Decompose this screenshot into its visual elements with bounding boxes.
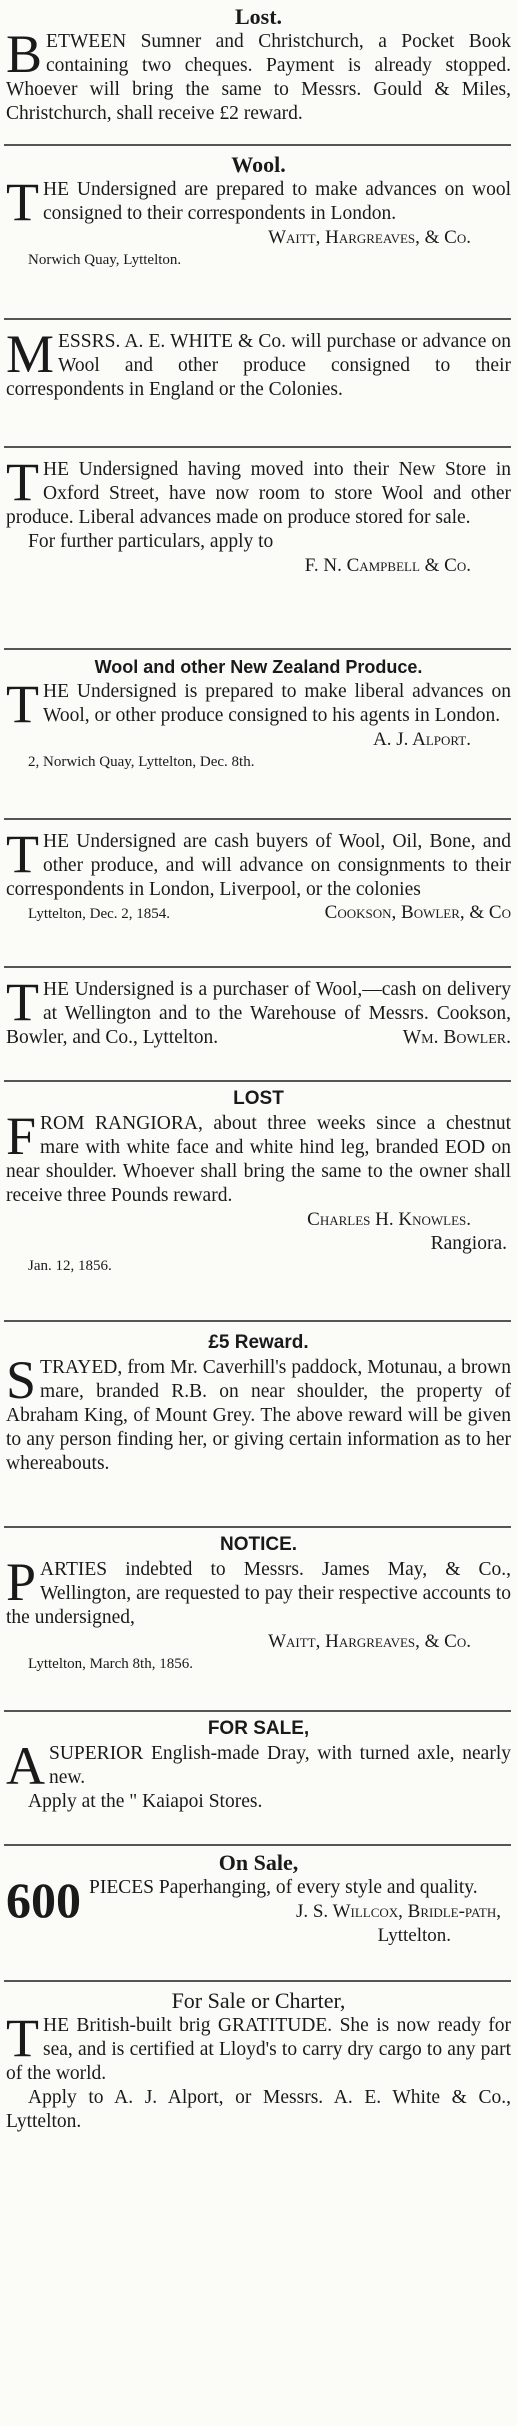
ad-sale-or-charter <box>6 1988 511 2134</box>
drop-cap: T <box>6 972 39 1032</box>
ad-heading: Wool. <box>231 152 286 177</box>
ad-body <box>6 452 511 530</box>
ad-text: ARTIES indebted to Messrs. James May, & Co., Wellington, are requested to pay their respective accounts to the undersigned, <box>6 1559 511 1628</box>
ad-signature: Cookson, Bowler, & Co <box>324 902 511 923</box>
ad-body <box>6 674 511 734</box>
ad-text: SUPERIOR English-made Dray, with turned axle, nearly new. <box>49 1743 511 1788</box>
drop-cap: M <box>6 324 55 384</box>
drop-cap: A <box>6 1736 45 1796</box>
ad-place: 2, Norwich Quay, Lyttelton, Dec. 8th. <box>28 754 255 770</box>
divider <box>4 1320 511 1322</box>
drop-cap: F <box>6 1106 37 1166</box>
divider <box>4 144 511 146</box>
ad-body <box>6 1106 511 1208</box>
drop-cap: 600 <box>6 1872 81 1928</box>
divider <box>4 446 511 448</box>
ad-text: ROM RANGIORA, about three weeks since a chestnut mare with white face and white hind leg, branded EOD on near shoulder. Whoever shall bring the same to the owner shall receive three Pounds reward. <box>6 1113 511 1206</box>
ad-footer <box>6 902 511 924</box>
ad-text: HE Undersigned is prepared to make liberal advances on Wool, or other produce consigned to his agents in London. <box>43 681 511 726</box>
drop-cap: P <box>6 1552 37 1612</box>
ad-text: ETWEEN Sumner and Christchurch, a Pocket Book containing two cheques. Payment is already stopped. Whoever will bring the same to Messrs. Gould & Miles, Christchurch, shall receive £2 reward. <box>6 31 511 124</box>
ad-wool-advances <box>6 152 511 270</box>
ad-nz-produce <box>6 654 511 772</box>
divider <box>4 1844 511 1846</box>
divider <box>4 818 511 820</box>
ad-body <box>6 824 511 902</box>
ad-heading: Wool and other New Zealand Produce. <box>94 657 423 677</box>
ad-five-pound-reward <box>6 1330 511 1476</box>
ad-signature: Charles H. Knowles. <box>307 1209 471 1230</box>
divider <box>4 966 511 968</box>
ad-signature: J. S. Willcox, Bridle-path, <box>295 1901 501 1922</box>
drop-cap: S <box>6 1350 37 1410</box>
ad-body <box>6 172 511 232</box>
divider <box>4 1526 511 1528</box>
ad-place: Rangiora. <box>430 1233 507 1254</box>
ad-heading: For Sale or Charter, <box>171 1988 346 2013</box>
ad-heading: £5 Reward. <box>208 1332 309 1353</box>
ad-signature: Waitt, Hargreaves, & Co. <box>268 227 471 248</box>
ad-text: ESSRS. A. E. WHITE & Co. will purchase or advance on Wool and other produce consigned to their correspondents in England or the Colonies. <box>6 331 511 400</box>
ad-signature: Wm. Bowler. <box>402 1027 511 1048</box>
ad-lost-pocket-book <box>6 4 511 126</box>
ad-text: HE Undersigned are cash buyers of Wool, Oil, Bone, and other produce, and will advance on consignments to their correspondents in London, Liverpool, or the colonies <box>6 831 511 900</box>
ad-text: HE Undersigned is a purchaser of Wool,—cash on delivery at Wellington and to the Warehouse of Messrs. Cookson, Bowler, and Co., Lyttelton. <box>6 979 511 1048</box>
divider <box>4 318 511 320</box>
ad-text: PIECES Paperhanging, of every style and quality. <box>89 1877 478 1898</box>
ad-heading: FOR SALE, <box>207 1718 310 1739</box>
ad-body <box>6 1350 511 1476</box>
ad-cash-buyers <box>6 824 511 924</box>
ad-place: Norwich Quay, Lyttelton. <box>28 252 182 268</box>
ad-new-store <box>6 452 511 578</box>
ad-lost-mare <box>6 1086 511 1276</box>
divider <box>4 648 511 650</box>
ad-heading: On Sale, <box>218 1850 299 1875</box>
ad-signature: A. J. Alport. <box>373 729 471 750</box>
drop-cap: T <box>6 674 39 734</box>
ad-heading: LOST <box>233 1088 284 1109</box>
drop-cap: T <box>6 452 39 512</box>
ad-notice <box>6 1532 511 1674</box>
ad-place: Lyttelton, Dec. 2, 1854. <box>28 906 171 922</box>
ad-line: For further particulars, apply to <box>28 531 274 552</box>
divider <box>4 1980 511 1982</box>
ad-on-sale-paperhanging <box>6 1850 511 1948</box>
ad-for-sale-dray <box>6 1716 511 1814</box>
ad-signature: F. N. Campbell & Co. <box>304 555 471 576</box>
ad-signature: Waitt, Hargreaves, & Co. <box>268 1631 471 1652</box>
ad-body <box>6 24 511 126</box>
ad-body <box>6 2008 511 2086</box>
ad-body <box>6 1552 511 1630</box>
ad-heading: Lost. <box>234 4 283 29</box>
ad-line: Apply to A. J. Alport, or Messrs. A. E. White & Co., Lyttelton. <box>6 2087 511 2132</box>
ad-text: HE Undersigned are prepared to make advances on wool consigned to their correspondents in London. <box>43 179 511 224</box>
drop-cap: T <box>6 824 39 884</box>
drop-cap: B <box>6 24 43 84</box>
ad-text: HE Undersigned having moved into their New Store in Oxford Street, have now room to store Wool and other produce. Liberal advances made on produce stored for sale. <box>6 459 511 528</box>
divider <box>4 1710 511 1712</box>
ad-place: Lyttelton. <box>377 1925 451 1946</box>
ad-text: TRAYED, from Mr. Caverhill's paddock, Motunau, a brown mare, branded R.B. on near shoulder, the property of Abraham King, of Mount Grey. The above reward will be given to any person finding her, or giving certain information as to her whereabouts. <box>6 1357 511 1474</box>
ad-text: HE British-built brig GRATITUDE. She is now ready for sea, and is certified at Lloyd's to carry dry cargo to any part of the world. <box>6 2015 511 2084</box>
ad-bowler <box>6 972 511 1050</box>
drop-cap: T <box>6 2008 39 2068</box>
ad-body <box>6 972 511 1050</box>
ad-body <box>6 324 511 402</box>
ad-body <box>6 1736 511 1796</box>
ad-heading: NOTICE. <box>219 1534 298 1555</box>
drop-cap: T <box>6 172 39 232</box>
ad-white-and-co <box>6 324 511 402</box>
ad-date: Jan. 12, 1856. <box>28 1258 112 1274</box>
ad-line: Apply at the " Kaiapoi Stores. <box>28 1791 263 1812</box>
divider <box>4 1080 511 1082</box>
ad-place: Lyttelton, March 8th, 1856. <box>28 1656 193 1672</box>
